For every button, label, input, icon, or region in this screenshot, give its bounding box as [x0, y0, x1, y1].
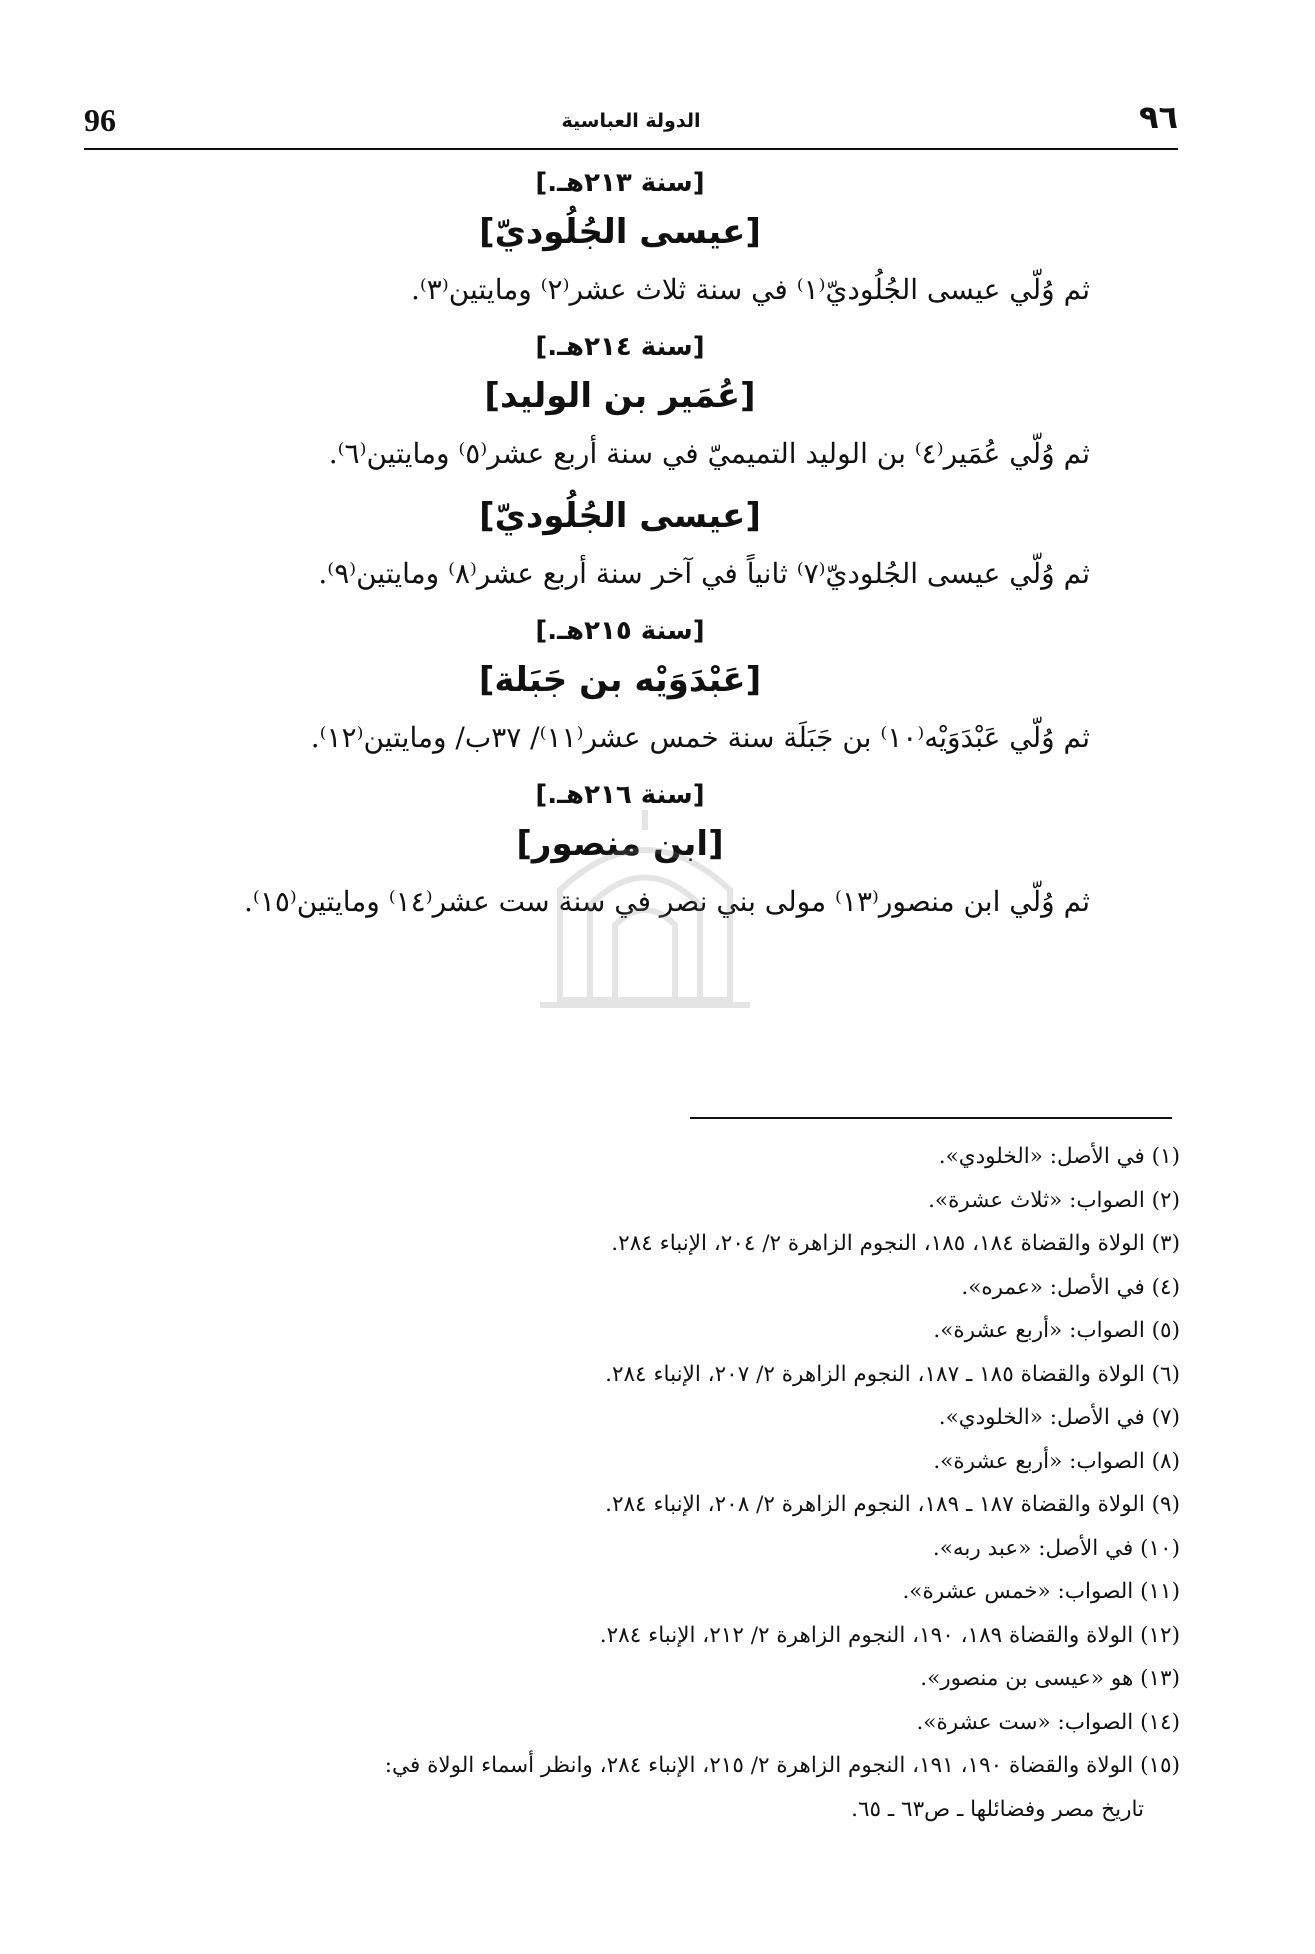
footnote: (١١) الصواب: «خمس عشرة». — [902, 1579, 1180, 1604]
paragraph: ثم وُلّي عيسى الجُلوديّ⁽٧⁾ ثانياً في آخر سنة أربع عشر⁽٨⁾ ومايتين⁽٩⁾. — [318, 557, 1090, 590]
footnote-separator — [690, 1117, 1172, 1119]
paragraph: ثم وُلّي ابن منصور⁽١٣⁾ مولى بني نصر في سنة ست عشر⁽١٤⁾ ومايتين⁽١٥⁾. — [244, 885, 1090, 918]
footnote: (٨) الصواب: «أربع عشرة». — [933, 1448, 1180, 1474]
footnote: (٧) في الأصل: «الخلودي». — [938, 1405, 1180, 1430]
year-heading: [سنة ٢١٣هـ.] — [535, 168, 705, 198]
library-seal-icon — [520, 800, 770, 1040]
footnote: (١٠) في الأصل: «عبد ربه». — [932, 1535, 1180, 1561]
section-heading: [عَبْدَوَيْه بن جَبَلة] — [478, 660, 762, 700]
year-heading: [سنة ٢١٥هـ.] — [535, 616, 705, 646]
footnote: (٣) الولاة والقضاة ١٨٤، ١٨٥، النجوم الزاهرة ٢/ ٢٠٤، الإنباء ٢٨٤. — [611, 1231, 1180, 1256]
footnote-continuation: تاريخ مصر وفضائلها ـ ص٦٣ ـ ٦٥. — [851, 1796, 1144, 1822]
year-heading: [سنة ٢١٦هـ.] — [535, 780, 705, 810]
paragraph: ثم وُلّي عُمَير⁽٤⁾ بن الوليد التميميّ في سنة أربع عشر⁽٥⁾ ومايتين⁽٦⁾. — [328, 437, 1090, 470]
paragraph: ثم وُلّي عَبْدَوَيْه⁽١٠⁾ بن جَبَلَة سنة خمس عشر⁽١١⁾/ ٣٧ب/ ومايتين⁽١٢⁾. — [310, 721, 1090, 754]
footnote: (١) في الأصل: «الخلودي». — [938, 1144, 1180, 1169]
footnote: (٢) الصواب: «ثلاث عشرة». — [928, 1187, 1180, 1213]
section-heading: [عيسى الجُلُوديّ] — [479, 496, 761, 536]
footnote: (٦) الولاة والقضاة ١٨٥ ـ ١٨٧، النجوم الزاهرة ٢/ ٢٠٧، الإنباء ٢٨٤. — [605, 1361, 1180, 1387]
running-title: الدولة العباسية — [561, 110, 701, 132]
section-heading: [عيسى الجُلُوديّ] — [479, 212, 761, 252]
footnote: (١٥) الولاة والقضاة ١٩٠، ١٩١، النجوم الزاهرة ٢/ ٢١٥، الإنباء ٢٨٤، وانظر أسماء الولاة في: — [384, 1753, 1180, 1778]
footnote: (١٢) الولاة والقضاة ١٨٩، ١٩٠، النجوم الزاهرة ٢/ ٢١٢، الإنباء ٢٨٤. — [599, 1622, 1180, 1648]
section-heading: [عُمَير بن الوليد] — [484, 376, 756, 416]
footnote: (٤) في الأصل: «عمره». — [961, 1274, 1180, 1300]
footnote: (١٤) الصواب: «ست عشرة». — [916, 1709, 1180, 1735]
footnotes — [95, 1135, 1180, 1831]
page-header — [84, 98, 1178, 150]
section-heading: [ابن منصور] — [516, 824, 724, 864]
footnote: (١٣) هو «عيسى بن منصور». — [920, 1666, 1180, 1691]
footnote: (٥) الصواب: «أربع عشرة». — [933, 1318, 1180, 1343]
paragraph: ثم وُلّي عيسى الجُلُوديّ⁽١⁾ في سنة ثلاث عشر⁽٢⁾ ومايتين⁽٣⁾. — [410, 273, 1090, 306]
footnote: (٩) الولاة والقضاة ١٨٧ ـ ١٨٩، النجوم الزاهرة ٢/ ٢٠٨، الإنباء ٢٨٤. — [605, 1492, 1180, 1517]
page-number-latin: 96 — [84, 102, 116, 138]
page-number-arabic: ٩٦ — [1138, 98, 1178, 136]
year-heading: [سنة ٢١٤هـ.] — [535, 332, 705, 362]
